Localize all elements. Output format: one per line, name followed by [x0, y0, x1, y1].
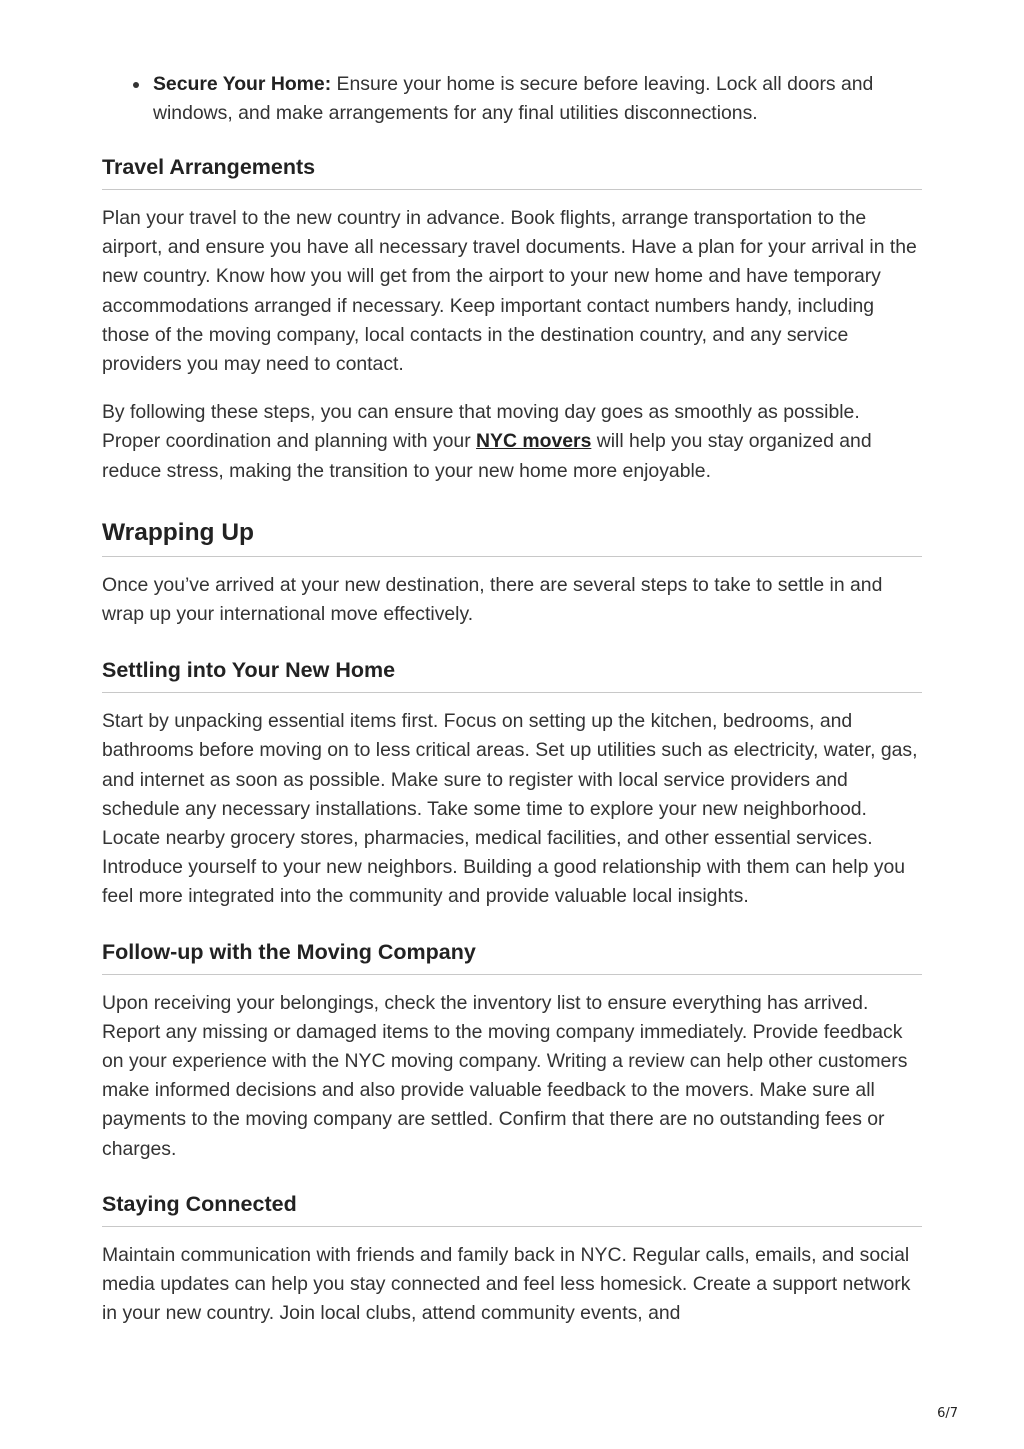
paragraph-settling: Start by unpacking essential items first. Focus on setting up the kitchen, bedrooms, and bathrooms before moving on to less critical areas. Set up utilities such as electricity, water, gas, and internet as soon as possible. Make sure to register with local service providers and schedule any necessary installations. Take some time to explore your new neighborhood. Locate nearby grocery stores, pharmacies, medical facilities, and other essential services. Introduce yourself to your new neighbors. Building a good relationship with them can help you feel more integrated into the community and provide valuable local insights. — [102, 710, 918, 908]
document-page — [102, 70, 922, 1328]
paragraph-staying-connected: Maintain communication with friends and family back in NYC. Regular calls, emails, and social media updates can help you stay connected and feel less homesick. Create a support network in your new country. Join local clubs, attend community events, and — [102, 1243, 911, 1325]
paragraph-follow-up: Upon receiving your belongings, check the inventory list to ensure everything has arrived. Report any missing or damaged items to the moving company immediately. Provide feedback on your experience with the NYC moving company. Writing a review can help other customers make informed decisions and also provide valuable feedback to the movers. Make sure all payments to the moving company are settled. Confirm that there are no outstanding fees or charges. — [102, 991, 908, 1160]
heading-travel-arrangements: Travel Arrangements — [102, 153, 922, 190]
heading-staying-connected: Staying Connected — [102, 1190, 922, 1227]
conclusion-text-after: will help you stay organized and reduce stress, making the transition to your new home more enjoyable. — [102, 430, 872, 482]
nyc-movers-link[interactable]: NYC movers — [476, 430, 592, 453]
bullet-list — [102, 70, 922, 128]
heading-wrapping-up: Wrapping Up — [102, 517, 922, 557]
bullet-label: Secure Your Home: — [153, 73, 332, 95]
bullet-dot-icon — [133, 82, 139, 88]
paragraph-wrapping: Once you’ve arrived at your new destination, there are several steps to take to settle in and wrap up your international move effectively. — [102, 573, 883, 626]
bullet-item-secure-home — [153, 70, 922, 128]
bullet-text: Ensure your home is secure before leaving. Lock all doors and windows, and make arrangements for any final utilities disconnections. — [153, 73, 874, 124]
paragraph-travel: Plan your travel to the new country in advance. Book flights, arrange transportation to the airport, and ensure you have all necessary travel documents. Have a plan for your arrival in the new country. Know how you will get from the airport to your new home and have temporary accommodations arranged if necessary. Keep important contact numbers handy, including those of the moving company, local contacts in the destination country, and any service providers you may need to contact. — [102, 207, 917, 376]
page-number: 6/7 — [937, 1406, 958, 1421]
heading-settling: Settling into Your New Home — [102, 656, 922, 693]
conclusion-text-before: By following these steps, you can ensure that moving day goes as smoothly as possible. Proper coordination and planning with your — [102, 401, 860, 453]
heading-follow-up: Follow-up with the Moving Company — [102, 938, 922, 975]
paragraph-conclusion — [102, 398, 922, 486]
